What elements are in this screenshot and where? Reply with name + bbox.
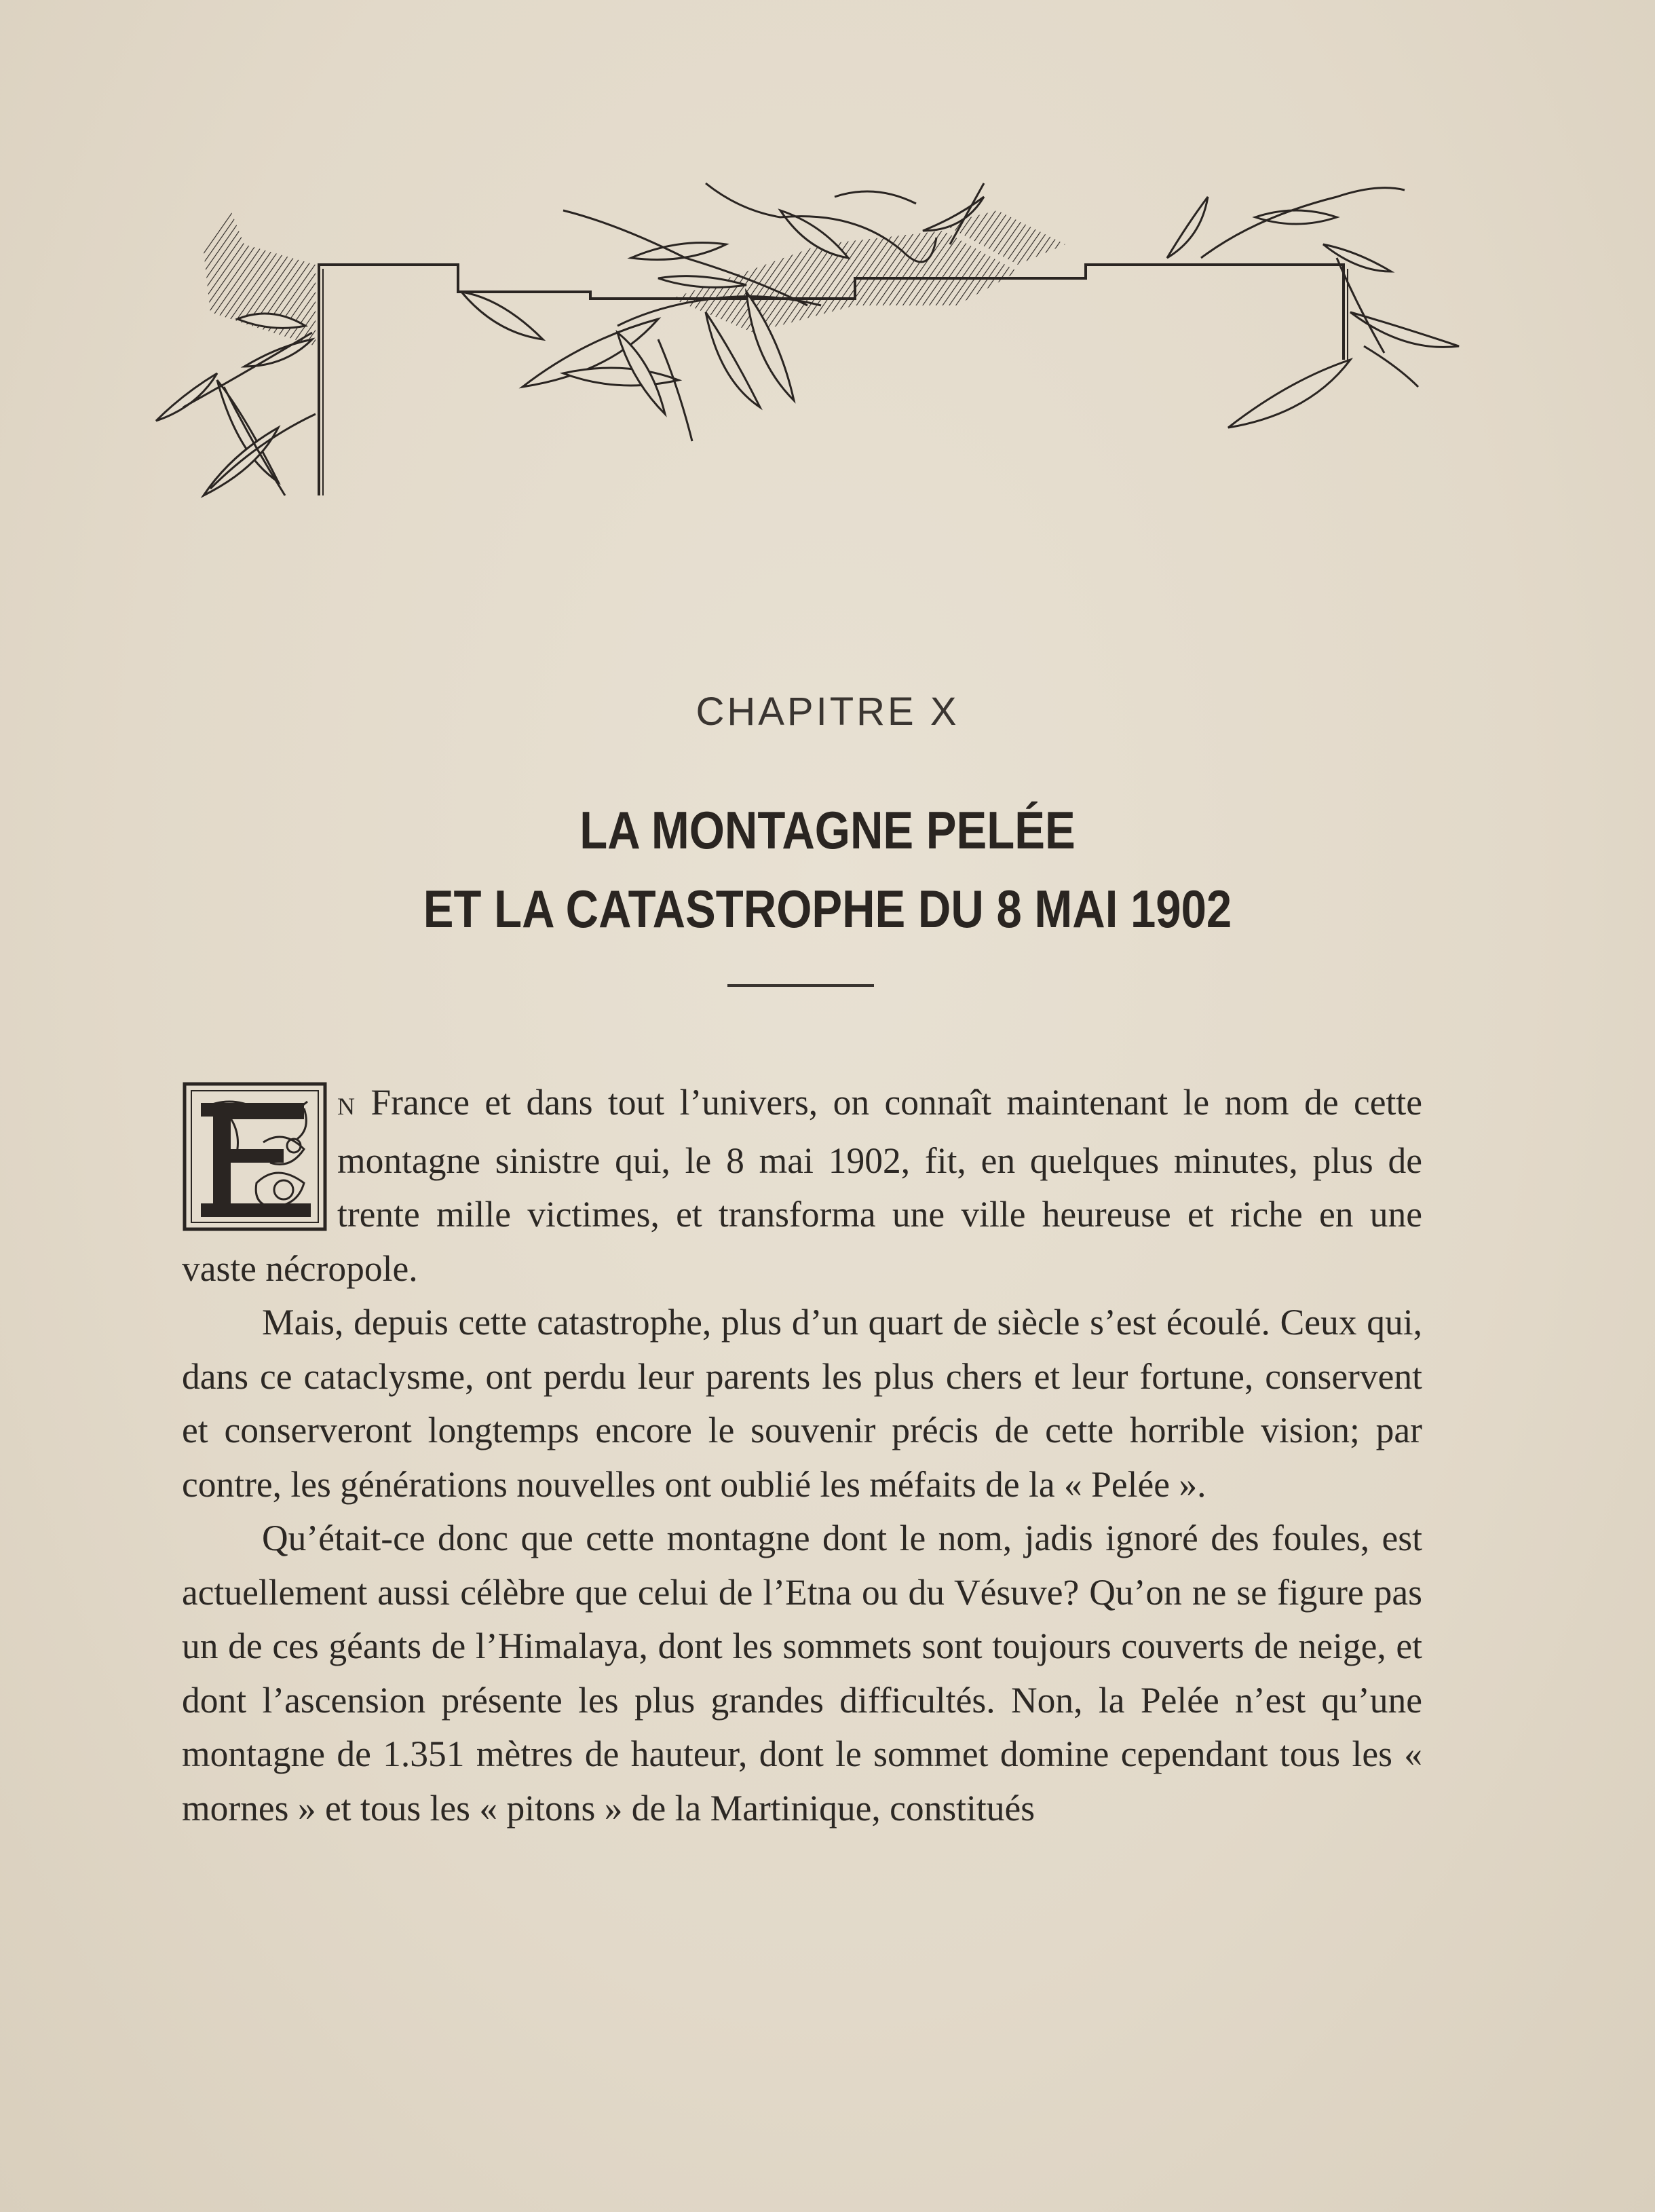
chapter-title	[116, 791, 1540, 948]
chapter-body	[182, 1076, 1422, 1835]
paragraph-2: Mais, depuis cette catastrophe, plus d’un quart de siècle s’est écoulé. Ceux qui, dans ce cataclysme, ont perdu leur parents les plus chers et leur fortune, conservent et conserveront longtemps encore le souvenir précis de cette horrible vision; par contre, les générations nouvelles ont oublié les méfaits de la « Pelée ».	[182, 1302, 1422, 1505]
chapter-number: CHAPITRE X	[696, 690, 959, 734]
paragraph-1	[182, 1076, 1422, 1296]
ornamental-initial-e-icon	[182, 1081, 328, 1232]
chapter-title-line-2: ET LA CATASTROPHE DU 8 MAI 1902	[423, 879, 1232, 939]
title-divider	[727, 984, 874, 987]
floral-vine-border-icon	[142, 170, 1472, 563]
paragraph-1-text: France et dans tout l’univers, on connaît maintenant le nom de cette montagne sinistre qui, le 8 mai 1902, fit, en quelques minutes, plus de trente mille victimes, et transforma une ville heureuse et riche en une vaste nécropole.	[182, 1082, 1422, 1289]
chapter-title-line-1: LA MONTAGNE PELÉE	[579, 800, 1076, 860]
dropcap-rest-of-word: N	[337, 1093, 356, 1120]
paragraph-3: Qu’était-ce donc que cette montagne dont le nom, jadis ignoré des foules, est actuellement aussi célèbre que celui de l’Etna ou du Vésuve? Qu’on ne se figure pas un de ces géants de l’Himalaya, dont les sommets sont toujours couverts de neige, et dont l’ascension présente les plus grandes difficultés. Non, la Pelée n’est qu’une montagne de 1.351 mètres de hauteur, dont le sommet domine cependant tous les « mornes » et tous les « pitons » de la Martinique, constitués	[182, 1518, 1422, 1829]
